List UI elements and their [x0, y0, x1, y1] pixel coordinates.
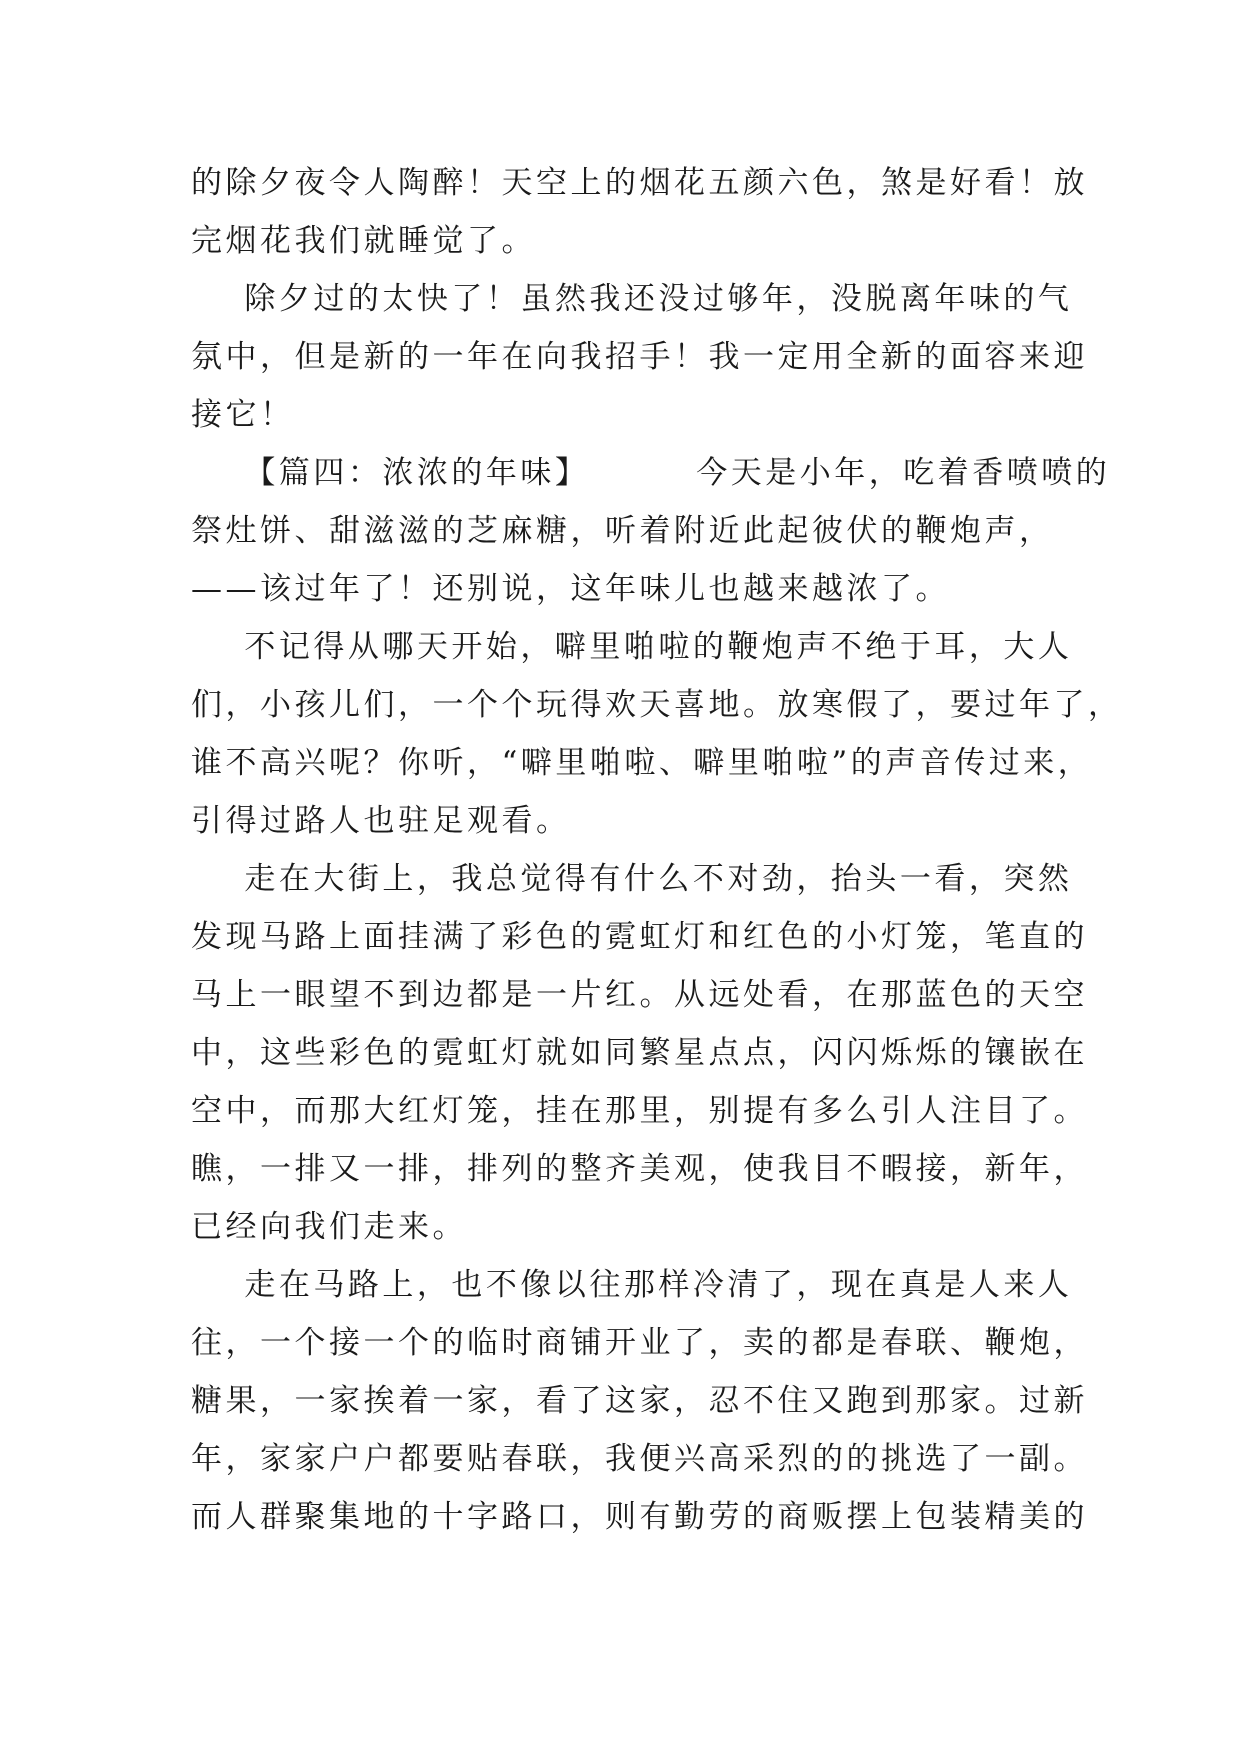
- text-line: ——该过年了！还别说，这年味儿也越来越浓了。: [191, 571, 950, 607]
- text-line: 走在大街上，我总觉得有什么不对劲，抬头一看，突然: [191, 861, 1073, 897]
- text-line: 发现马路上面挂满了彩色的霓虹灯和红色的小灯笼，笔直的: [191, 919, 1088, 955]
- text-line: 往，一个接一个的临时商铺开业了，卖的都是春联、鞭炮，: [191, 1325, 1088, 1361]
- text-line: 的除夕夜令人陶醉！天空上的烟花五颜六色，煞是好看！放: [191, 165, 1088, 201]
- text-line: 引得过路人也驻足观看。: [191, 803, 571, 839]
- text-line: 糖果，一家挨着一家，看了这家，忍不住又跑到那家。过新: [191, 1383, 1088, 1419]
- text-line: 除夕过的太快了！虽然我还没过够年，没脱离年味的气: [191, 281, 1073, 317]
- text-line: 瞧，一排又一排，排列的整齐美观，使我目不暇接，新年，: [191, 1151, 1088, 1187]
- text-line: 接它！: [191, 397, 295, 433]
- text-line: 不记得从哪天开始，噼里啪啦的鞭炮声不绝于耳，大人: [191, 629, 1073, 665]
- text-line: 马上一眼望不到边都是一片红。从远处看，在那蓝色的天空: [191, 977, 1088, 1013]
- text-line: 完烟花我们就睡觉了。: [191, 223, 536, 259]
- text-line: 中，这些彩色的霓虹灯就如同繁星点点，闪闪烁烁的镶嵌在: [191, 1035, 1088, 1071]
- text-line: 年，家家户户都要贴春联，我便兴高采烈的的挑选了一副。: [191, 1441, 1088, 1477]
- text-line: 而人群聚集地的十字路口，则有勤劳的商贩摆上包装精美的: [191, 1499, 1088, 1535]
- text-line: 谁不高兴呢？你听，“噼里啪啦、噼里啪啦”的声音传过来，: [191, 745, 1093, 781]
- text-line: 已经向我们走来。: [191, 1209, 467, 1245]
- text-line: 空中，而那大红灯笼，挂在那里，别提有多么引人注目了。: [191, 1093, 1088, 1129]
- text-line: 祭灶饼、甜滋滋的芝麻糖，听着附近此起彼伏的鞭炮声，: [191, 513, 1054, 549]
- text-line: 走在马路上，也不像以往那样冷清了，现在真是人来人: [191, 1267, 1073, 1303]
- text-line: 们，小孩儿们，一个个玩得欢天喜地。放寒假了，要过年了，: [191, 687, 1123, 723]
- section-heading-line: 【篇四：浓浓的年味】 今天是小年，吃着香喷喷的: [191, 455, 1111, 491]
- document-body: [191, 154, 1123, 1546]
- text-line: 氛中，但是新的一年在向我招手！我一定用全新的面容来迎: [191, 339, 1088, 375]
